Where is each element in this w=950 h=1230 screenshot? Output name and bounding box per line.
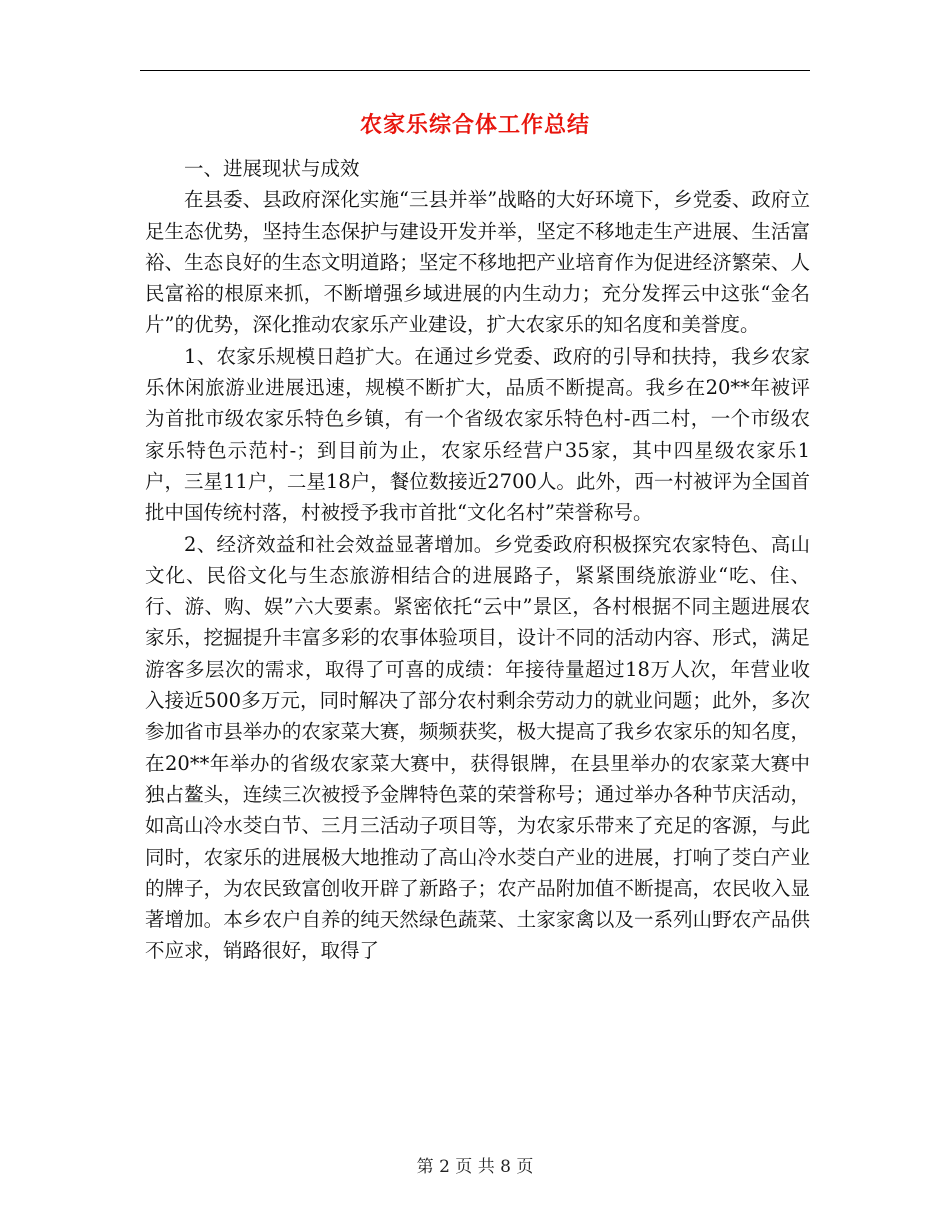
header-rule	[140, 70, 810, 71]
paragraph-intro: 在县委、县政府深化实施“三县并举”战略的大好环境下，乡党委、政府立足生态优势，坚持生态保护与建设开发并举，坚定不移地走生产进展、生活富裕、生态良好的生态文明道路；坚定不移地把产业培育作为促进经济繁荣、人民富裕的根原来抓，不断增强乡域进展的内生动力；充分发挥云中这张“金名片”的优势，深化推动农家乐产业建设，扩大农家乐的知名度和美誉度。	[145, 188, 810, 337]
document-title: 农家乐综合体工作总结	[359, 112, 590, 138]
document-body	[145, 153, 810, 967]
paragraph-benefits: 2、经济效益和社会效益显著增加。乡党委政府积极探究农家特色、高山文化、民俗文化与生态旅游相结合的进展路子，紧紧围绕旅游业“吃、住、行、游、购、娱”六大要素。紧密依托“云中”景区，各村根据不同主题进展农家乐，挖掘提升丰富多彩的农事体验项目，设计不同的活动内容、形式，满足游客多层次的需求，取得了可喜的成绩：年接待量超过18万人次，年营业收入接近500多万元，同时解决了部分农村剩余劳动力的就业问题；此外，多次参加省市县举办的农家菜大赛，频频获奖，极大提高了我乡农家乐的知名度，在20**年举办的省级农家菜大赛中，获得银牌，在县里举办的农家菜大赛中独占鳌头，连续三次被授予金牌特色菜的荣誉称号；通过举办各种节庆活动，如高山冷水茭白节、三月三活动子项目等，为农家乐带来了充足的客源，与此同时，农家乐的进展极大地推动了高山冷水茭白产业的进展，打响了茭白产业的牌子，为农民致富创收开辟了新路子；农产品附加值不断提高，农民收入显著增加。本乡农户自养的纯天然绿色蔬菜、土家家禽以及一系列山野农产品供不应求，销路很好，取得了	[145, 532, 810, 963]
section-heading: 一、进展现状与成效	[184, 157, 360, 180]
page-footer	[0, 1152, 950, 1177]
page-number: 第 2 页 共 8 页	[416, 1157, 534, 1177]
paragraph-scale: 1、农家乐规模日趋扩大。在通过乡党委、政府的引导和扶持，我乡农家乐休闲旅游业进展迅速，规模不断扩大，品质不断提高。我乡在20**年被评为首批市级农家乐特色乡镇，有一个省级农家乐特色村-西二村，一个市级农家乐特色示范村-；到目前为止，农家乐经营户35家，其中四星级农家乐1户，三星11户，二星18户，餐位数接近2700人。此外，西一村被评为全国首批中国传统村落，村被授予我市首批“文化名村”荣誉称号。	[145, 344, 810, 525]
